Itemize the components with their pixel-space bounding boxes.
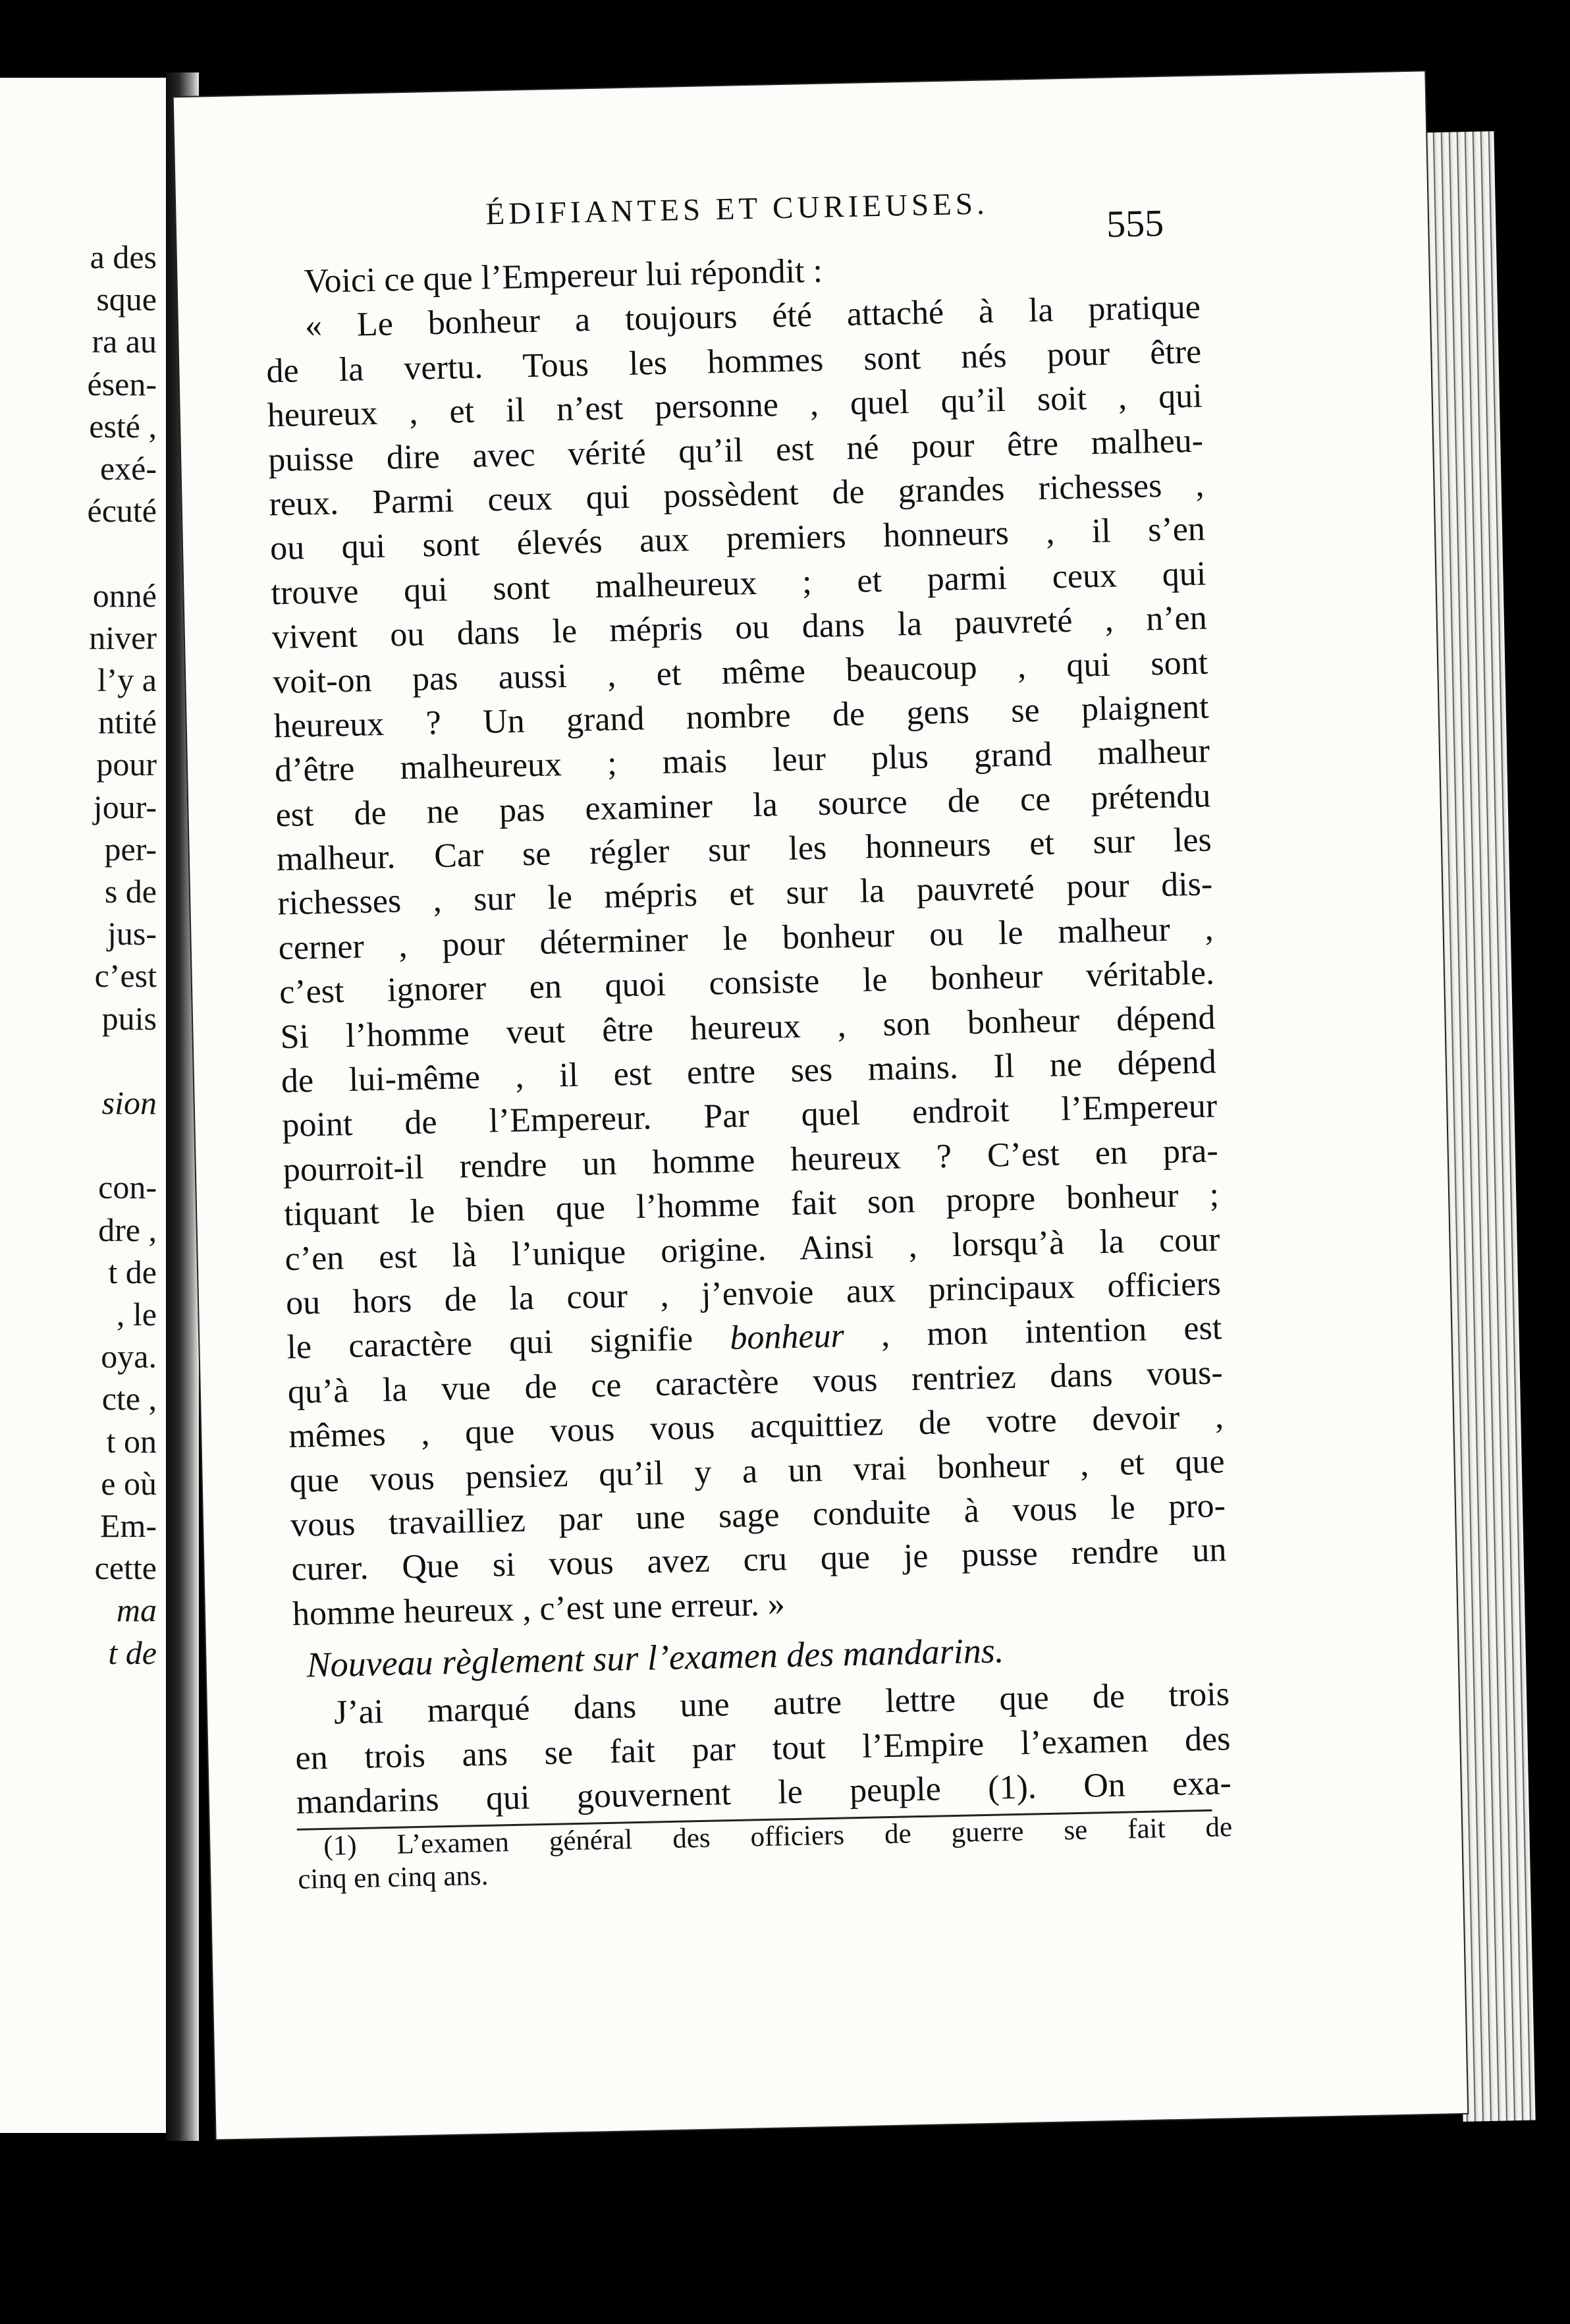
left-page-fragment: jus-	[107, 915, 157, 953]
left-page-fragment: c’est	[94, 957, 157, 995]
left-page-fragment: , le	[116, 1296, 157, 1333]
left-page-fragment: pour	[96, 746, 157, 783]
text-line: heureux , et il n’est personne , quel qu’il soit , qui	[267, 377, 1203, 435]
left-page-fragment: t de	[108, 1634, 157, 1671]
previous-page-fragment	[0, 78, 170, 2133]
text-line: richesses , sur le mépris et sur la pauvreté pour dis-	[277, 865, 1213, 923]
left-page-fragment: sion	[101, 1084, 157, 1121]
text-line: Si l’homme veut être heureux , son bonheur dépend	[280, 999, 1216, 1056]
text-line: J’ai marqué dans une autre lettre que de trois	[333, 1675, 1230, 1732]
body-text	[264, 241, 1233, 1896]
text-line: vivent ou dans le mépris ou dans la pauvreté , n’en	[271, 599, 1208, 657]
text-line: qu’à la vue de ce caractère vous rentriez dans vous-	[287, 1354, 1224, 1411]
text-line: c’en est là l’unique origine. Ainsi , lorsqu’à la cour	[284, 1220, 1220, 1278]
left-page-fragment: dre ,	[98, 1211, 157, 1248]
text-line: tiquant le bien que l’homme fait son propre bonheur ;	[283, 1176, 1220, 1234]
text-line: ou qui sont élevés aux premiers honneurs , il s’en	[269, 510, 1206, 568]
left-page-fragment: sque	[96, 281, 157, 318]
footnote-line: cinq en cinq ans.	[297, 1860, 489, 1896]
text-line: c’est ignorer en quoi consiste le bonheur véritable.	[279, 954, 1215, 1012]
section-heading: Nouveau règlement sur l’examen des mandarins.	[306, 1630, 1004, 1685]
text-line: curer. Que si vous avez cru que je pusse rendre un	[290, 1531, 1227, 1589]
left-page-fragment: ra au	[92, 323, 157, 360]
left-page-fragment: cte ,	[101, 1380, 157, 1418]
text-line: « Le bonheur a toujours été attaché à la pratique	[304, 289, 1201, 345]
text-line: mandarins qui gouvernent le peuple (1). On exa-	[296, 1764, 1232, 1821]
text-line: que vous pensiez qu’il y a un vrai bonheur , et que	[289, 1442, 1226, 1500]
text-line: malheur. Car se régler sur les honneurs et sur les	[276, 821, 1212, 879]
footnote	[297, 1811, 1233, 1896]
book-page	[174, 71, 1468, 2139]
left-page-fragment: onné	[92, 576, 157, 614]
left-page-fragment: écuté	[87, 492, 157, 530]
left-page-fragment: exé-	[99, 450, 157, 487]
text-line: cerner , pour déterminer le bonheur ou le malheur ,	[278, 910, 1214, 968]
left-page-fragment: oya.	[101, 1338, 157, 1375]
text-line: en trois ans se fait par tout l’Empire l’examen des	[294, 1719, 1231, 1777]
text-line: vous travailliez par une sage conduite à vous le pro-	[290, 1487, 1226, 1544]
paragraph-lines	[264, 241, 1228, 1636]
left-page-fragment: ntité	[98, 704, 157, 741]
text-line: point de l’Empereur. Par quel endroit l’Empereur	[281, 1087, 1218, 1145]
left-page-fragment: esté ,	[89, 407, 157, 445]
text-line: homme heureux , c’est une erreur. »	[292, 1585, 786, 1633]
left-page-fragment: jour-	[93, 788, 157, 825]
text-line: de la vertu. Tous les hommes sont nés pour être	[265, 333, 1202, 391]
left-page-fragment: t de	[108, 1253, 157, 1290]
left-page-fragment: ésen-	[87, 365, 157, 402]
text-line: trouve qui sont malheureux ; et parmi ceux qui	[270, 555, 1206, 613]
text-line: le caractère qui signifie bonheur , mon intention est	[286, 1309, 1222, 1367]
left-page-fragment: a des	[90, 238, 157, 275]
text-line: reux. Parmi ceux qui possèdent de grandes richesses ,	[269, 466, 1205, 524]
text-line: d’être malheureux ; mais leur plus grand malheur	[274, 732, 1210, 790]
text-line: de lui-même , il est entre ses mains. Il ne dépend	[281, 1043, 1217, 1101]
left-page-fragment: Em-	[99, 1507, 157, 1544]
text-line: voit-on pas aussi , et même beaucoup , qui sont	[272, 644, 1208, 701]
left-page-fragment: niver	[89, 619, 157, 656]
text-line: Voici ce que l’Empereur lui répondit :	[304, 252, 823, 301]
text-line: ou hors de la cour , j’envoie aux principaux officiers	[285, 1265, 1222, 1323]
left-page-fragment: puis	[101, 999, 157, 1037]
left-page-fragment: s de	[104, 873, 157, 910]
left-page-fragment: ma	[116, 1591, 157, 1629]
text-line: est de ne pas examiner la source de ce prétendu	[275, 777, 1211, 834]
page-number: 555	[1106, 201, 1164, 246]
text-line: puisse dire avec vérité qu’il est né pour être malheu-	[267, 422, 1204, 479]
running-head: ÉDIFIANTES ET CURIEUSES.	[485, 186, 989, 232]
left-page-fragment: l’y a	[97, 661, 157, 698]
left-page-fragment: e où	[101, 1464, 157, 1502]
text-line: mêmes , que vous vous acquittiez de votre devoir ,	[288, 1398, 1224, 1456]
left-page-fragment: con-	[98, 1169, 157, 1206]
left-page-fragment: t on	[106, 1422, 157, 1460]
left-page-fragment: cette	[94, 1549, 157, 1587]
text-line: pourroit-il rendre un homme heureux ? C’est en pra-	[283, 1132, 1219, 1189]
footnote-line: (1) L’examen général des officiers de guerre se fait de	[323, 1812, 1233, 1862]
paragraph-after-heading	[294, 1672, 1232, 1825]
text-line: heureux ? Un grand nombre de gens se plaignent	[273, 688, 1210, 746]
left-page-fragment: per-	[104, 830, 157, 868]
